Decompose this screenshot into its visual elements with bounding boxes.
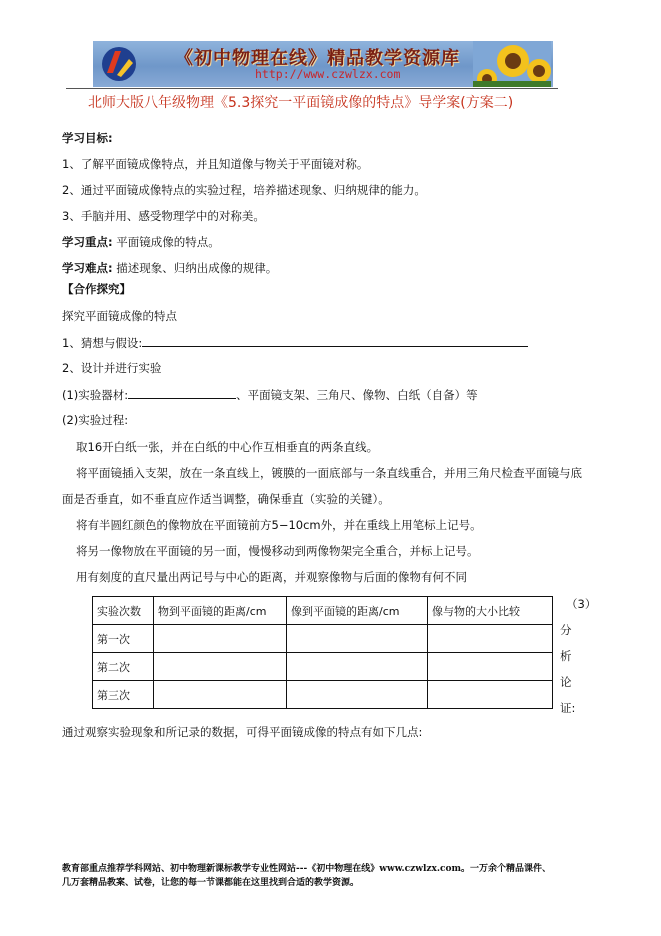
table-cell[interactable] bbox=[428, 653, 553, 681]
analysis-number: （3） bbox=[566, 597, 597, 611]
process-step: 面是否垂直，如不垂直应作适当调整，确保垂直（实验的关键）。 bbox=[62, 492, 390, 506]
objectives-heading: 学习目标: bbox=[62, 131, 113, 145]
table-cell[interactable] bbox=[154, 625, 287, 653]
process-step: 用有刻度的直尺量出两记号与中心的距离，并观察像物与后面的像物有何不同 bbox=[76, 570, 467, 584]
difficulty-text: 描述现象、归纳出成像的规律。 bbox=[112, 261, 278, 275]
objective-item: 2、通过平面镜成像特点的实验过程，培养描述现象、归纳规律的能力。 bbox=[62, 183, 426, 197]
table-header-row bbox=[93, 597, 553, 625]
process-step: 取16开白纸一张，并在白纸的中心作互相垂直的两条直线。 bbox=[76, 440, 379, 454]
table-cell[interactable] bbox=[154, 681, 287, 709]
analysis-char: 析 bbox=[560, 649, 572, 663]
objective-item: 3、手脑并用、感受物理学中的对称美。 bbox=[62, 209, 265, 223]
table-cell[interactable] bbox=[154, 653, 287, 681]
analysis-char: 分 bbox=[560, 623, 572, 637]
table-cell[interactable] bbox=[287, 653, 428, 681]
table-cell[interactable] bbox=[428, 681, 553, 709]
table-header: 实验次数 bbox=[93, 597, 154, 625]
difficulty-label: 学习难点: bbox=[62, 261, 113, 275]
process-step: 将平面镜插入支架，放在一条直线上，镀膜的一面底部与一条直线重合，并用三角尺检查平面镜与底 bbox=[76, 466, 582, 480]
table-header: 像与物的大小比较 bbox=[428, 597, 553, 625]
process-step: 将另一像物放在平面镜的另一面，慢慢移动到两像物架完全重合，并标上记号。 bbox=[76, 544, 479, 558]
table-header: 像到平面镜的距离/cm bbox=[287, 597, 428, 625]
process-heading: (2)实验过程: bbox=[62, 413, 129, 427]
header-banner bbox=[93, 41, 553, 87]
experiment-table bbox=[92, 596, 553, 709]
table-cell: 第二次 bbox=[93, 653, 154, 681]
banner-title: 《初中物理在线》精品教学资源库 bbox=[175, 48, 460, 69]
table-cell: 第一次 bbox=[93, 625, 154, 653]
explore-title: 探究平面镜成像的特点 bbox=[62, 309, 177, 323]
key-point bbox=[62, 234, 220, 250]
conclusion-prompt: 通过观察实验现象和所记录的数据，可得平面镜成像的特点有如下几点: bbox=[62, 725, 423, 739]
table-row bbox=[93, 681, 553, 709]
key-point-text: 平面镜成像的特点。 bbox=[112, 235, 220, 249]
table-cell[interactable] bbox=[287, 625, 428, 653]
sunflower-icon bbox=[473, 41, 551, 87]
guess-blank[interactable] bbox=[142, 334, 528, 347]
analysis-char: 论 bbox=[560, 675, 572, 689]
table-cell[interactable] bbox=[287, 681, 428, 709]
process-step: 将有半圆红颜色的像物放在平面镜前方5−10cm外，并在重线上用笔标上记号。 bbox=[76, 518, 482, 532]
key-point-label: 学习重点: bbox=[62, 235, 113, 249]
footer-line: 教育部重点推荐学科网站、初中物理新课标教学专业性网站---《初中物理在线》www.czwlzx.com。一万余个精品课件、 bbox=[62, 864, 552, 874]
logo-icon bbox=[99, 45, 139, 83]
step-guess bbox=[62, 334, 528, 351]
step-guess-label: 1、猜想与假设: bbox=[62, 336, 143, 350]
document-title: 北师大版八年级物理《5.3探究一平面镜成像的特点》导学案(方案二) bbox=[88, 95, 514, 111]
equipment-blank[interactable] bbox=[128, 386, 236, 399]
equipment-rest: 、平面镜支架、三角尺、像物、白纸（自备）等 bbox=[236, 388, 478, 402]
analysis-char: 证: bbox=[560, 701, 576, 715]
step-design: 2、设计并进行实验 bbox=[62, 361, 162, 375]
table-header: 物到平面镜的距离/cm bbox=[154, 597, 287, 625]
table-row bbox=[93, 653, 553, 681]
banner-url[interactable]: http://www.czwlzx.com bbox=[255, 67, 401, 81]
table-cell[interactable] bbox=[428, 625, 553, 653]
equipment-label: (1)实验器材: bbox=[62, 388, 129, 402]
header-rule bbox=[66, 88, 558, 89]
section-heading: 【合作探究】 bbox=[62, 282, 131, 296]
table-cell: 第三次 bbox=[93, 681, 154, 709]
objective-item: 1、了解平面镜成像特点，并且知道像与物关于平面镜对称。 bbox=[62, 157, 369, 171]
equipment-line bbox=[62, 386, 478, 403]
footer-line: 几万套精品教案、试卷，让您的每一节课都能在这里找到合适的教学资源。 bbox=[62, 878, 360, 888]
table-row bbox=[93, 625, 553, 653]
difficulty bbox=[62, 260, 277, 276]
